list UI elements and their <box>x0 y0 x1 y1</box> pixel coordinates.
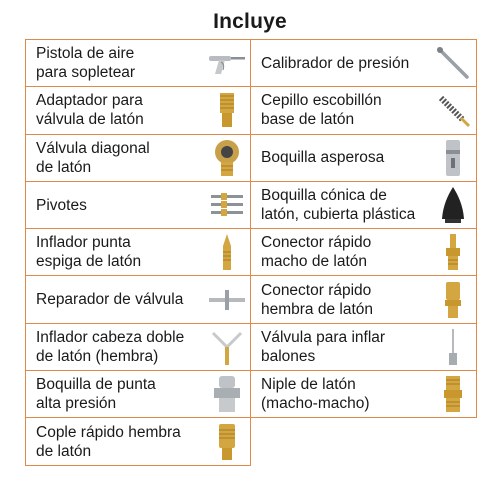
table-cell <box>25 229 251 276</box>
item-label: Válvula diagonal de latón <box>36 139 150 176</box>
table-cell <box>25 418 251 465</box>
table-cell <box>25 40 251 87</box>
table-cell <box>251 87 477 134</box>
item-label: Válvula para inflar balones <box>261 328 386 365</box>
item-label: Pistola de aire para sopletear <box>36 45 136 82</box>
table-cell <box>25 276 251 323</box>
item-label: Cople rápido hembra de latón <box>36 423 181 460</box>
item-label: Niple de latón (macho-macho) <box>261 376 370 413</box>
item-label: Calibrador de presión <box>261 54 410 72</box>
tapered-inflator-icon <box>204 230 250 274</box>
table-cell <box>251 40 477 87</box>
item-label: Conector rápido macho de latón <box>261 234 372 271</box>
pressure-gauge-icon <box>430 41 476 85</box>
brush-icon <box>430 88 476 132</box>
table-cell <box>251 182 477 229</box>
table-cell <box>251 229 477 276</box>
nozzle-icon <box>430 136 476 180</box>
ball-needle-icon <box>430 325 476 369</box>
empty-cell <box>251 418 477 465</box>
dual-head-inflator-icon <box>204 325 250 369</box>
item-label: Reparador de válvula <box>36 291 184 309</box>
table-cell <box>251 324 477 371</box>
item-label: Inflador cabeza doble de latón (hembra) <box>36 328 185 365</box>
male-quick-connector-icon <box>430 230 476 274</box>
item-label: Adaptador para válvula de latón <box>36 92 144 129</box>
air-blow-gun-icon <box>204 41 250 85</box>
valve-adapter-icon <box>204 88 250 132</box>
table-cell <box>25 87 251 134</box>
valve-repair-tool-icon <box>204 278 250 322</box>
table-cell <box>25 324 251 371</box>
item-label: Inflador punta espiga de latón <box>36 234 142 271</box>
table-cell <box>251 371 477 418</box>
items-table <box>25 39 477 466</box>
item-label: Cepillo escobillón base de latón <box>261 92 382 129</box>
female-coupler-icon <box>204 420 250 464</box>
item-label: Boquilla asperosa <box>261 149 385 167</box>
page-title: Incluye <box>213 10 287 33</box>
table-cell <box>25 135 251 182</box>
item-label: Boquilla de punta alta presión <box>36 376 156 413</box>
female-quick-connector-icon <box>430 278 476 322</box>
diagonal-valve-icon <box>204 136 250 180</box>
table-cell <box>25 182 251 229</box>
valve-cores-icon <box>204 183 250 227</box>
table-cell <box>251 276 477 323</box>
table-cell <box>25 371 251 418</box>
item-label: Boquilla cónica de latón, cubierta plástica <box>261 187 416 224</box>
table-cell <box>251 135 477 182</box>
conical-nozzle-icon <box>430 183 476 227</box>
item-label: Pivotes <box>36 196 87 214</box>
grease-fitting-icon <box>204 372 250 416</box>
item-label: Conector rápido hembra de latón <box>261 281 374 318</box>
brass-nipple-icon <box>430 372 476 416</box>
